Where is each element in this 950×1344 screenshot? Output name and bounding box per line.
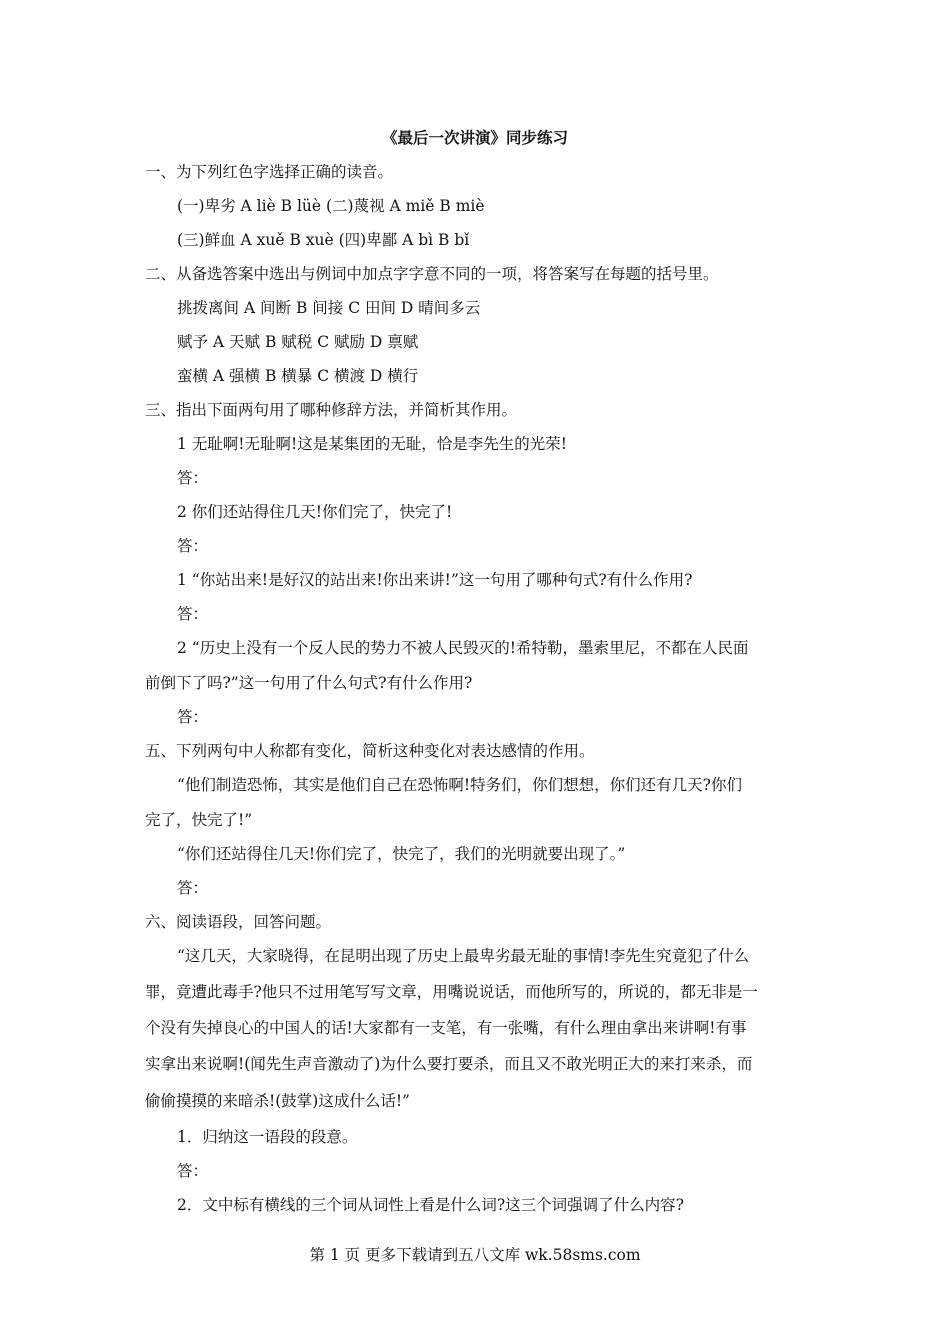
question-line: 1 “你站出来!是好汉的站出来!你出来讲!”这一句用了哪种句式?有什么作用? — [177, 571, 693, 589]
quote-line: 完了，快完了!” — [145, 811, 253, 829]
passage-line: “这几天，大家晓得，在昆明出现了历史上最卑劣最无耻的事情!李先生究竟犯了什么 — [177, 947, 750, 965]
question-line: 1．归纳这一语段的段意。 — [177, 1128, 358, 1146]
question-line: 蛮横 A 强横 B 横暴 C 横渡 D 横行 — [177, 367, 419, 385]
page-footer: 第 1 页 更多下载请到五八文库 wk.58sms.com — [309, 1246, 641, 1264]
question-line: 挑拨离间 A 间断 B 间接 C 田间 D 晴间多云 — [177, 299, 481, 317]
passage-line: 偷偷摸摸的来暗杀!(鼓掌)这成什么话!” — [145, 1092, 410, 1110]
passage-line: 实拿出来说啊!(闻先生声音激动了)为什么要打要杀，而且又不敢光明正大的来打来杀，而 — [145, 1055, 753, 1073]
question-line: (三)鲜血 A xuě B xuè (四)卑鄙 A bì B bǐ — [177, 231, 470, 249]
answer-label: 答： — [177, 605, 209, 623]
question-line: 2 “历史上没有一个反人民的势力不被人民毁灭的!希特勒，墨索里尼，不都在人民面 — [177, 639, 749, 657]
answer-label: 答： — [177, 1162, 209, 1180]
question-line: 2．文中标有横线的三个词从词性上看是什么词?这三个词强调了什么内容? — [177, 1196, 684, 1214]
section-heading-5: 五、下列两句中人称都有变化，简析这种变化对表达感情的作用。 — [145, 742, 595, 760]
question-line: 赋予 A 天赋 B 赋税 C 赋励 D 禀赋 — [177, 333, 419, 351]
section-heading-1: 一、为下列红色字选择正确的读音。 — [145, 163, 394, 181]
quote-line: “你们还站得住几天!你们完了，快完了，我们的光明就要出现了。” — [177, 845, 626, 863]
passage-line: 罪，竟遭此毒手?他只不过用笔写写文章，用嘴说说话，而他所写的，所说的，都无非是一 — [145, 983, 758, 1001]
question-line: (一)卑劣 A liè B lüè (二)蔑视 A miě B miè — [177, 197, 485, 215]
section-heading-2: 二、从备选答案中选出与例词中加点字字意不同的一项，将答案写在每题的括号里。 — [145, 265, 719, 283]
section-heading-3: 三、指出下面两句用了哪种修辞方法，并简析其作用。 — [145, 401, 518, 419]
section-heading-6: 六、阅读语段，回答问题。 — [145, 913, 332, 931]
quote-line: “他们制造恐怖，其实是他们自己在恐怖啊!特务们，你们想想，你们还有几天?你们 — [177, 776, 742, 794]
question-line: 1 无耻啊!无耻啊!这是某集团的无耻，恰是李先生的光荣! — [177, 435, 567, 453]
answer-label: 答： — [177, 469, 209, 487]
question-line: 2 你们还站得住几天!你们完了，快完了! — [177, 503, 453, 521]
passage-line: 个没有失掉良心的中国人的话!大家都有一支笔，有一张嘴，有什么理由拿出来讲啊!有事 — [145, 1019, 747, 1037]
answer-label: 答： — [177, 879, 209, 897]
document-title: 《最后一次讲演》同步练习 — [381, 128, 568, 147]
answer-label: 答： — [177, 537, 209, 555]
question-line: 前倒下了吗?”这一句用了什么句式?有什么作用? — [145, 674, 473, 692]
answer-label: 答： — [177, 708, 209, 726]
